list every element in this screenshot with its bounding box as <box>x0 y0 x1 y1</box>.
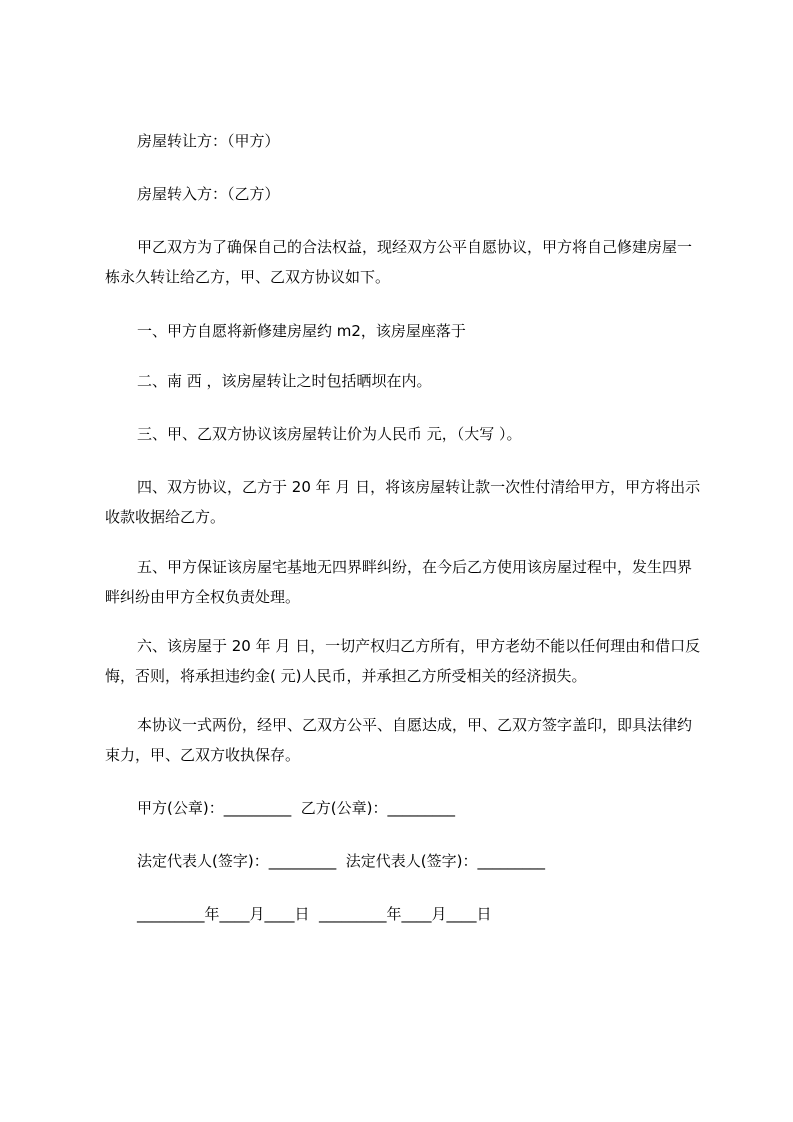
representative-signature-line: 法定代表人(签字)：_________ 法定代表人(签字)：_________ <box>137 852 545 870</box>
seal-line: 甲方(公章)：_________ 乙方(公章)：_________ <box>137 799 455 817</box>
transferor-line: 房屋转让方：（甲方） <box>137 132 280 150</box>
clause-1: 一、甲方自愿将新修建房屋约 m2，该房屋座落于 <box>137 322 466 340</box>
transferee-line: 房屋转入方：（乙方） <box>137 185 280 203</box>
clause-3: 三、甲、乙双方协议该房屋转让价为人民币 元，（大写 ）。 <box>137 425 522 443</box>
intro-paragraph: 甲乙双方为了确保自己的合法权益，现经双方公平自愿协议，甲方将自己修建房屋一栋永久转让给乙方，甲、乙双方协议如下。 <box>105 238 693 286</box>
clause-4: 四、双方协议，乙方于 20 年 月 日，将该房屋转让款一次性付清给甲方，甲方将出示收款收据给乙方。 <box>105 478 701 526</box>
clause-2: 二、南 西 ，该房屋转让之时包括晒坝在内。 <box>137 372 432 390</box>
closing-paragraph: 本协议一式两份，经甲、乙双方公平、自愿达成，甲、乙双方签字盖印，即具法律约束力，甲、乙双方收执保存。 <box>105 716 693 764</box>
date-line: _________年____月____日 _________年____月____日 <box>137 905 492 923</box>
clause-5: 五、甲方保证该房屋宅基地无四界畔纠纷，在今后乙方使用该房屋过程中，发生四界畔纠纷由甲方全权负责处理。 <box>105 558 693 606</box>
clause-6: 六、该房屋于 20 年 月 日，一切产权归乙方所有，甲方老幼不能以任何理由和借口反悔，否则，将承担违约金( 元)人民币，并承担乙方所受相关的经济损失。 <box>105 637 701 685</box>
